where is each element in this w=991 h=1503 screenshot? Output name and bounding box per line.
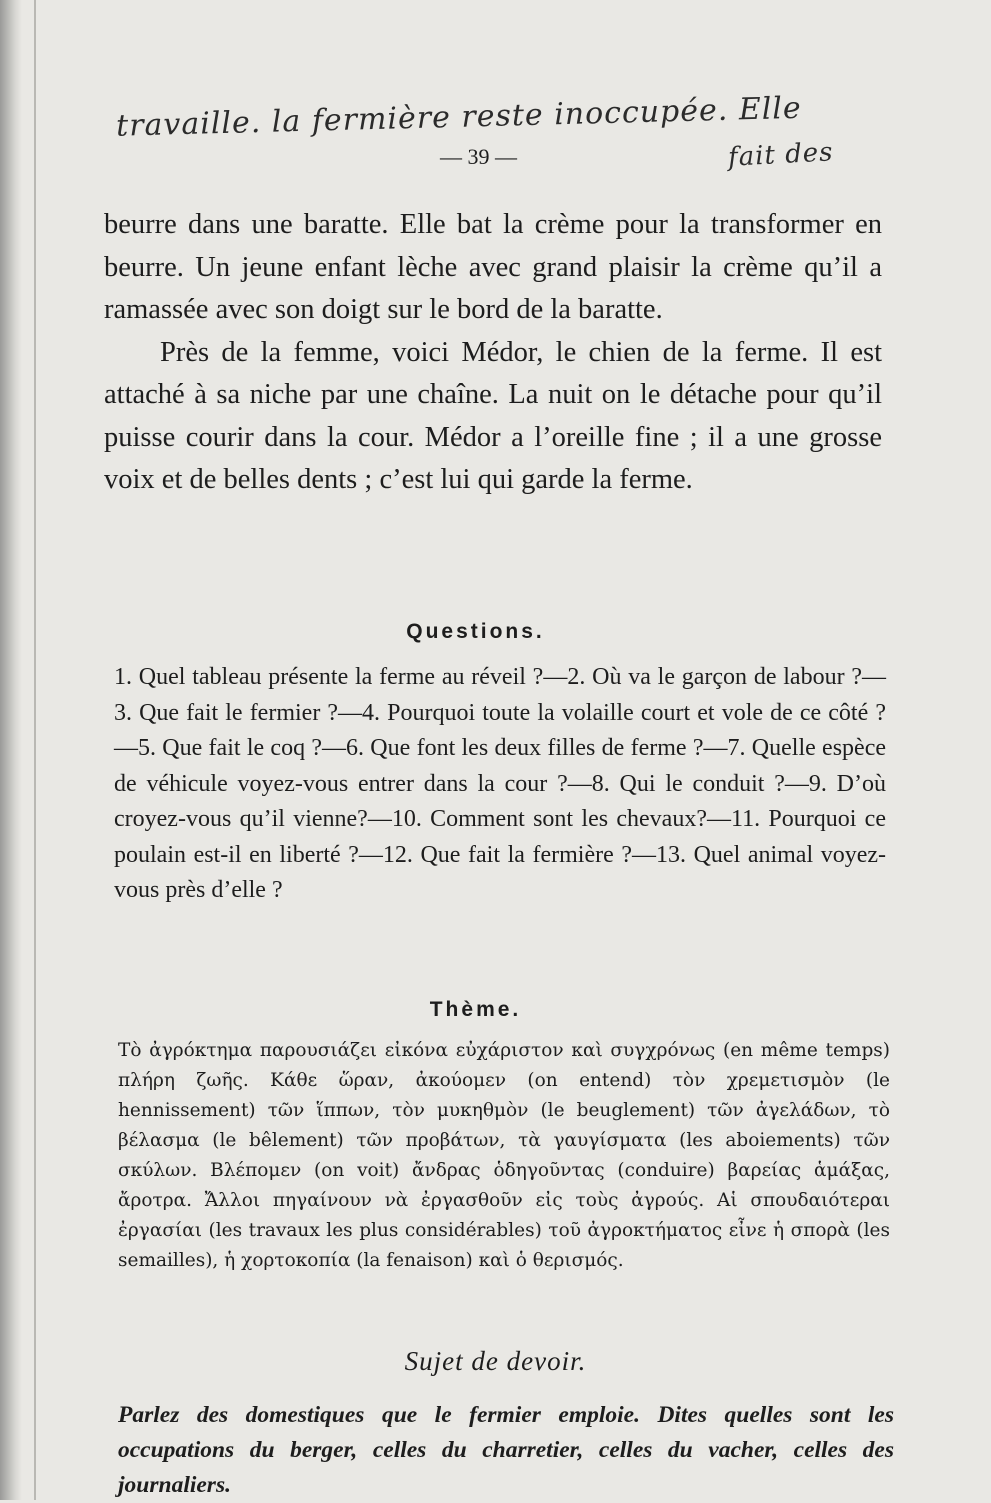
devoir-title: Sujet de devoir. — [404, 1346, 587, 1376]
binding-line — [34, 0, 36, 1500]
page-gutter-shadow — [0, 0, 22, 1500]
body-paragraph-2: Près de la femme, voici Médor, le chien de la ferme. Il est attaché à sa niche par une chaîne. La nuit on le détache pour qu’il puisse courir dans la cour. Médor a l’oreille fine ; il a une grosse voix et de belles dents ; c’est lui qui garde la ferme. — [104, 336, 882, 495]
questions-text: 1. Quel tableau présente la ferme au réveil ?—2. Où va le garçon de labour ?—3. Que fait le fermier ?—4. Pourquoi toute la volaille court et vole de ce côté ?—5. Que fait le coq ?—6. Que font les deux filles de ferme ?—7. Quelle espèce de véhicule voyez-vous entrer dans la cour ?—8. Qui le conduit ?—9. D’où croyez-vous qu’il vienne?—10. Comment sont les chevaux?—11. Pourquoi ce poulain est-il en liberté ?—12. Que fait la fermière ?—13. Quel animal voyez-vous près d’elle ? — [114, 664, 886, 903]
handwritten-note-line-1: travaille. la fermière reste inoccupée. Elle — [115, 90, 803, 144]
body-text — [104, 204, 882, 502]
theme-text: Τὸ ἀγρόκτημα παρουσιάζει εἰκόνα εὐχάριστον καὶ συγχρόνως (en même temps) πλήρη ζωῆς. Κάθε ὥραν, ἀκούομεν (on entend) τὸν χρεμετισμὸν (le hennissement) τῶν ἵππων, τὸν μυκηθμὸν (le beuglement) τῶν ἀγελάδων, τὸ βέλασμα (le bêlement) τῶν προβάτων, τὰ γαυγίσματα (les aboiements) τῶν σκύλων. Βλέπομεν (on voit) ἄνδρας ὁδηγοῦντας (conduire) βαρείας ἁμάξας, ἄροτρα. Ἄλλοι πηγαίνουν νὰ ἐργασθοῦν εἰς τοὺς ἀγρούς. Αἱ σπουδαιότεραι ἐργασίαι (les travaux les plus considérables) τοῦ ἀγροκτήματος εἶνε ἡ σπορὰ (les semailles), ἡ χορτοκοπία (la fenaison) καὶ ὁ θερισμός. — [118, 1040, 890, 1271]
handwritten-note-line-2: fait des — [727, 137, 835, 173]
questions-heading: Questions. — [406, 620, 545, 643]
devoir-text: Parlez des domestiques que le fermier emploie. Dites quelles sont les occupations du berger, celles du charretier, celles du vacher, celles des journaliers. — [118, 1402, 894, 1498]
page-number: — 39 — — [440, 144, 517, 169]
body-paragraph-1: beurre dans une baratte. Elle bat la crème pour la transformer en beurre. Un jeune enfant lèche avec grand plaisir la crème qu’il a ramassée avec son doigt sur le bord de la baratte. — [104, 209, 882, 325]
theme-heading: Thème. — [429, 998, 522, 1021]
